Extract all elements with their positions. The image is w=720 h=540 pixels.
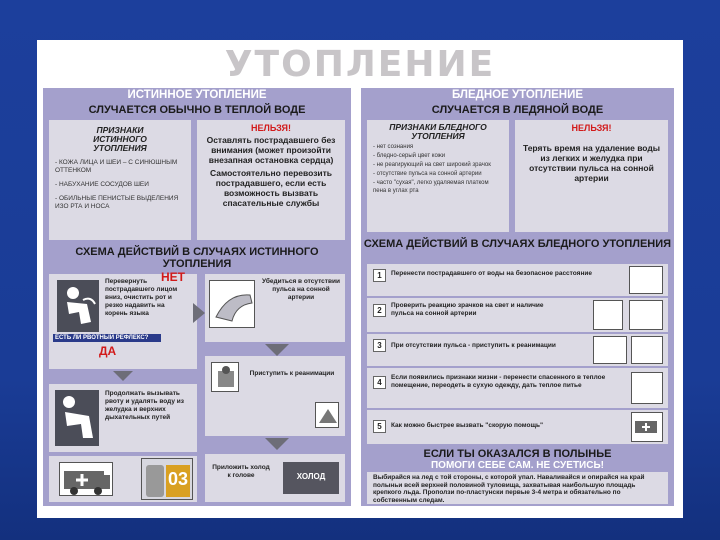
sign-item: - КОЖА ЛИЦА И ШЕИ – С СИНЮШНЫМ ОТТЕНКОМ: [55, 159, 178, 174]
signs-box: [49, 120, 191, 240]
yes-label: ДА: [99, 344, 117, 358]
step-row: [367, 410, 668, 444]
hand-pulse-icon: [209, 280, 255, 328]
scheme-title: СХЕМА ДЕЙСТВИЙ В СЛУЧАЯХ ИСТИННОГО УТОПЛЕНИЯ: [75, 246, 319, 270]
no-label: НЕТ: [161, 270, 185, 284]
phone-icon: [141, 458, 193, 500]
step-text: Приложить холод к голове: [212, 464, 270, 479]
step-row: [367, 368, 668, 408]
person-vomit-icon: [55, 390, 99, 446]
signs-title: ПРИЗНАКИ ИСТИННОГО УТОПЛЕНИЯ: [93, 125, 147, 153]
sign-item: - часто "сухая", легко удаляемая платком пена в углах рта: [373, 180, 489, 194]
step-row: [367, 264, 668, 296]
step-text: Перенести пострадавшего от воды на безопасное расстояние: [391, 270, 592, 277]
warm-drink-icon: [631, 372, 663, 404]
sign-item: - отсутствие пульса на сонной артерии: [373, 171, 482, 177]
sign-item: - ОБИЛЬНЫЕ ПЕНИСТЫЕ ВЫДЕЛЕНИЯ ИЗО РТА И НОСА: [55, 195, 179, 210]
forbidden-text: Самостоятельно перевозить пострадавшего, если есть возможность вызвать спасательные службы: [209, 168, 333, 208]
forbidden-title: НЕЛЬЗЯ!: [251, 123, 291, 133]
forbidden-title: НЕЛЬЗЯ!: [571, 123, 612, 133]
person-vomit-icon: [57, 280, 99, 332]
hand-pulse-icon: [629, 300, 663, 330]
question-label: ЕСТЬ ЛИ РВОТНЫЙ РЕФЛЕКС?: [53, 334, 161, 342]
panel-header: ИСТИННОЕ УТОПЛЕНИЕ: [127, 89, 267, 101]
step-number: 5: [373, 420, 386, 433]
step-row: [367, 334, 668, 366]
step-text: При отсутствии пульса - приступить к реанимации: [391, 342, 556, 349]
step-row: [367, 298, 668, 332]
resuscitation-icon: [315, 402, 339, 428]
step-box: [205, 454, 345, 502]
step-text: Убедиться в отсутствии пульса на сонной артерии: [262, 278, 340, 301]
ice-pack-icon: [283, 462, 339, 494]
signs-title: ПРИЗНАКИ БЛЕДНОГО УТОПЛЕНИЯ: [389, 122, 487, 141]
step-box: [205, 274, 345, 342]
sign-item: - бледно-серый цвет кожи: [373, 153, 446, 159]
step-text: Если появились признаки жизни - перенести спасенного в теплое помещение, переодеть в сухую одежду, дать теплое питье: [391, 374, 606, 389]
flow-arrow: [193, 303, 205, 323]
flow-arrow: [113, 371, 133, 381]
true-drowning-panel: [43, 88, 351, 506]
flow-arrow: [265, 438, 289, 450]
forbidden-box: [515, 120, 668, 232]
step-number: 4: [373, 376, 386, 389]
step-box: [205, 356, 345, 436]
ambulance-icon: [59, 462, 113, 496]
step-box: [49, 456, 197, 502]
polynya-text: Выбирайся на лед с той стороны, с которой упал. Наваливайся и опирайся на край полыньи всей верхней половиной туловища, захватывая наибольшую площадь крепкого льда. Проползи по-пластунски первые 3-4 метра и обязательно по собственным следам.: [373, 474, 645, 504]
panel-subheader: СЛУЧАЕТСЯ В ЛЕДЯНОЙ ВОДЕ: [431, 104, 604, 116]
panel-subheader: СЛУЧАЕТСЯ ОБЫЧНО В ТЕПЛОЙ ВОДЕ: [88, 104, 306, 116]
step-text: Как можно быстрее вызвать "скорую помощь": [391, 422, 544, 429]
page-title: УТОПЛЕНИЕ: [224, 44, 496, 85]
panel-header: БЛЕДНОЕ УТОПЛЕНИЕ: [451, 89, 584, 101]
signs-box: [367, 120, 509, 232]
sign-item: - НАБУХАНИЕ СОСУДОВ ШЕИ: [55, 181, 149, 188]
pale-drowning-panel: [361, 88, 674, 506]
polynya-box: [367, 472, 668, 504]
flow-arrow: [265, 344, 289, 356]
polynya-subtitle: ПОМОГИ СЕБЕ САМ. НЕ СУЕТИСЬ!: [430, 460, 604, 471]
step-box: [49, 384, 197, 452]
resuscitation-icon: [631, 336, 663, 364]
ice-label: ХОЛОД: [296, 472, 326, 481]
step-text: Перевернуть пострадавшего лицом вниз, очистить рот и резко надавить на корень языка: [105, 278, 178, 317]
ambulance-icon: [631, 412, 663, 442]
step-text: Проверить реакцию зрачков на свет и наличие пульса на сонной артерии: [391, 302, 544, 317]
resuscitation-icon: [593, 336, 627, 364]
person-carry-icon: [629, 266, 663, 294]
forbidden-text: Терять время на удаление воды из легких и желудка при отсутствии пульса на сонной артерии: [522, 143, 661, 183]
slide: [37, 40, 683, 518]
scheme-title: СХЕМА ДЕЙСТВИЙ В СЛУЧАЯХ БЛЕДНОГО УТОПЛЕНИЯ: [363, 238, 672, 250]
call-number: 03: [167, 469, 189, 489]
resuscitation-icon: [211, 362, 239, 392]
step-text: Продолжать вызывать рвоту и удалять воду из желудка и верхних дыхательных путей: [105, 390, 185, 421]
forbidden-text: Оставлять пострадавшего без внимания (может произойти внезапная остановка сердца): [206, 135, 336, 165]
step-box: [49, 270, 197, 369]
forbidden-box: [197, 120, 345, 240]
eye-check-icon: [593, 300, 623, 330]
step-number: 2: [373, 304, 386, 317]
step-text: Приступить к реанимации: [249, 370, 335, 377]
step-number: 1: [373, 269, 386, 282]
sign-item: - не реагирующий на свет широкий зрачок: [373, 162, 491, 168]
step-number: 3: [373, 339, 386, 352]
sign-item: - нет сознания: [373, 144, 414, 150]
polynya-title: ЕСЛИ ТЫ ОКАЗАЛСЯ В ПОЛЫНЬЕ: [423, 448, 612, 460]
